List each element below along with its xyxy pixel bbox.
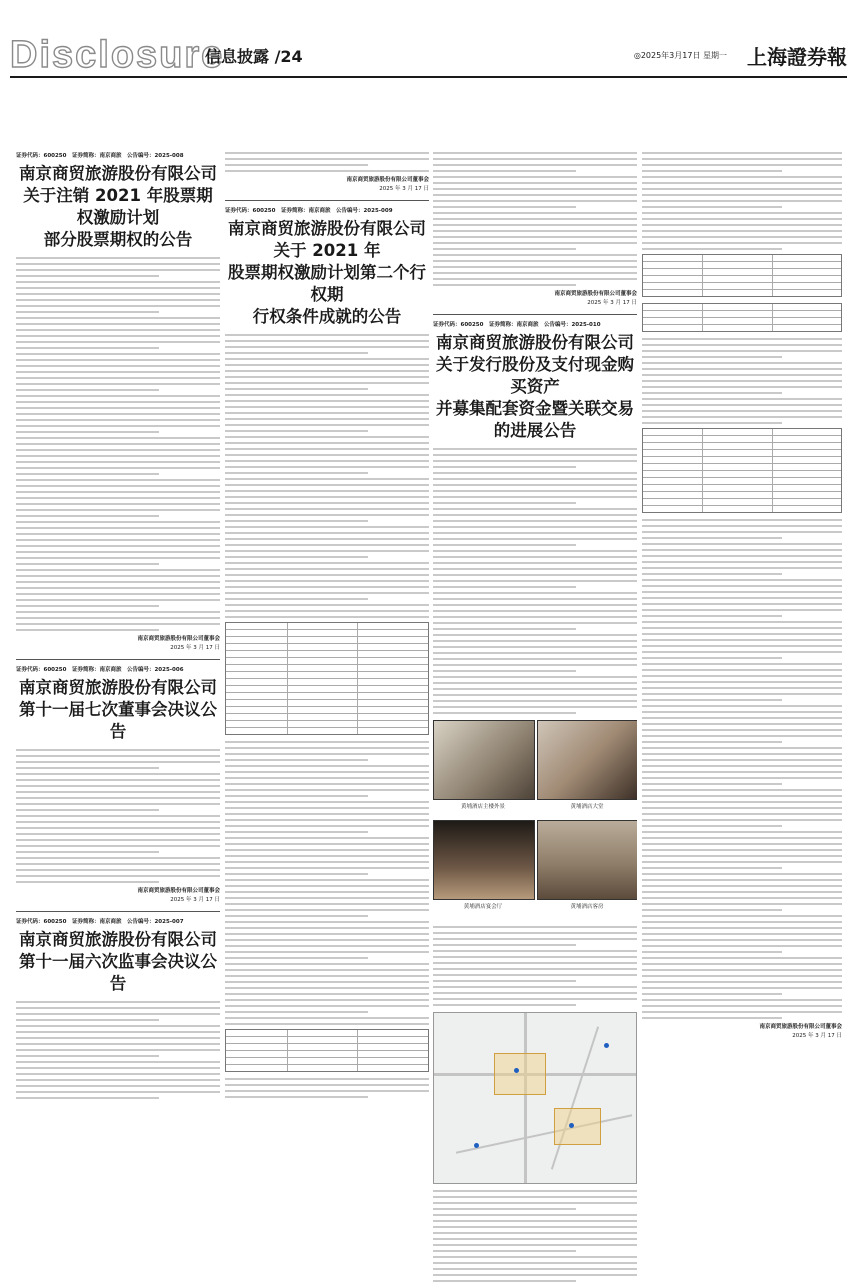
article-body (433, 1190, 637, 1282)
data-table (642, 428, 842, 513)
article-body (225, 334, 429, 618)
article-title: 南京商贸旅游股份有限公司关于 2021 年 股票期权激励计划第二个行权期 行权条件成就的公告 (228, 219, 426, 326)
article-body (16, 1001, 220, 1099)
article-body (433, 152, 637, 286)
hotel-room-photo (537, 820, 637, 900)
photo-caption: 黄埔酒店客房 (570, 904, 604, 910)
article-body (16, 749, 220, 883)
hotel-banquet-photo (433, 820, 535, 900)
photo-caption: 黄埔酒店主楼外景 (460, 804, 505, 810)
article-body (642, 152, 842, 250)
article-date: 2025 年 3 月 17 日 (379, 186, 429, 192)
column-2 (225, 152, 429, 1102)
article-meta: 证券代码：600250 证券简称：南京商旅 公告编号：2025-010 (433, 322, 601, 328)
article-body (642, 338, 842, 424)
article-meta: 证券代码：600250 证券简称：南京商旅 公告编号：2025-006 (16, 667, 184, 673)
data-table (642, 254, 842, 297)
article-title: 南京商贸旅游股份有限公司 第十一届六次监事会决议公告 (19, 930, 217, 993)
article-signature: 南京商贸旅游股份有限公司董事会 (137, 636, 220, 642)
article-body (433, 926, 637, 1006)
photo-caption: 黄埔酒店大堂 (570, 804, 604, 810)
location-map (433, 1012, 637, 1184)
article-signature: 南京商贸旅游股份有限公司董事会 (554, 291, 637, 297)
article-body (225, 1078, 429, 1098)
article-signature: 南京商贸旅游股份有限公司董事会 (137, 888, 220, 894)
article-title: 南京商贸旅游股份有限公司 关于注销 2021 年股票期权激励计划 部分股票期权的公告 (19, 164, 217, 249)
column-4 (642, 152, 842, 1047)
column-1 (16, 152, 220, 1103)
hotel-photo-grid (433, 720, 637, 920)
section-title: 信息披露 /24 (205, 47, 303, 66)
hotel-exterior-photo (433, 720, 535, 800)
data-table (225, 622, 429, 735)
article-title: 南京商贸旅游股份有限公司 关于发行股份及支付现金购买资产 并募集配套资金暨关联交易的进展公告 (436, 333, 634, 440)
issue-date: ◎2025年3月17日 星期一 (633, 51, 727, 60)
article-date: 2025 年 3 月 17 日 (170, 645, 220, 651)
article-body (642, 519, 842, 1019)
photo-caption: 黄埔酒店宴会厅 (463, 904, 503, 910)
article-body (16, 257, 220, 631)
article-date: 2025 年 3 月 17 日 (170, 897, 220, 903)
article-body (225, 741, 429, 1025)
masthead (10, 36, 847, 78)
hotel-lobby-photo (537, 720, 637, 800)
article-signature: 南京商贸旅游股份有限公司董事会 (759, 1024, 842, 1030)
data-table (642, 303, 842, 332)
article-meta: 证券代码：600250 证券简称：南京商旅 公告编号：2025-009 (225, 208, 393, 214)
article-meta: 证券代码：600250 证券简称：南京商旅 公告编号：2025-008 (16, 153, 184, 159)
article-body (225, 152, 429, 172)
article-date: 2025 年 3 月 17 日 (792, 1033, 842, 1039)
article-date: 2025 年 3 月 17 日 (587, 300, 637, 306)
article-meta: 证券代码：600250 证券简称：南京商旅 公告编号：2025-007 (16, 919, 184, 925)
newspaper-name: 上海證券報 (747, 45, 847, 69)
masthead-brand: Disclosure (10, 34, 225, 76)
data-table (225, 1029, 429, 1072)
article-title: 南京商贸旅游股份有限公司 第十一届七次董事会决议公告 (19, 678, 217, 741)
column-3 (433, 152, 637, 1286)
article-signature: 南京商贸旅游股份有限公司董事会 (346, 177, 429, 183)
article-body (433, 448, 637, 714)
